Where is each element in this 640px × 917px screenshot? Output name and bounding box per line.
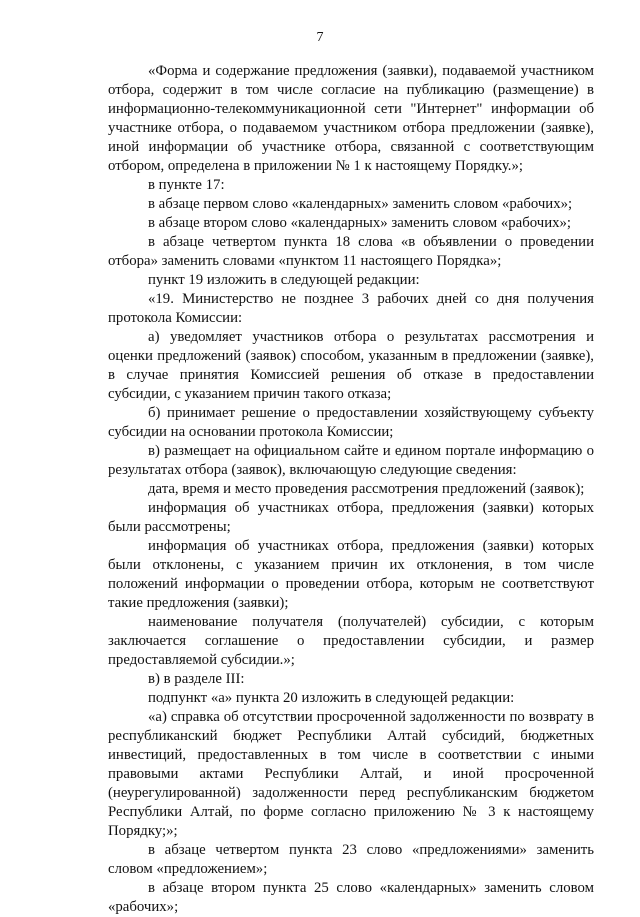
paragraph: в абзаце четвертом пункта 23 слово «предложениями» заменить словом «предложением»; — [108, 842, 594, 877]
paragraph: в абзаце втором слово «календарных» заменить словом «рабочих»; — [148, 215, 572, 231]
paragraph: наименование получателя (получателей) субсидии, с которым заключается соглашение о предоставлении субсидии, и размер предоставляемой субсидии.»; — [108, 614, 594, 668]
paragraph: информация об участниках отбора, предложения (заявки) которых были отклонены, с указанием причин их отклонения, в том числе положений информации о проведении отбора, которым не соответствуют такие предложения (заявки); — [108, 538, 594, 611]
paragraph: «а) справка об отсутствии просроченной задолженности по возврату в республиканский бюджет Республики Алтай субсидий, бюджетных инвестиций, предоставленных в том числе в соответствии с иными правовыми актами Республики Алтай, и иной просроченной (неурегулированной) задолженности перед республиканским бюджетом Республики Алтай, по форме согласно приложению № 3 к настоящему Порядку;»; — [108, 709, 594, 839]
paragraph: информация об участниках отбора, предложения (заявки) которых были рассмотрены; — [108, 500, 594, 535]
paragraph: «Форма и содержание предложения (заявки), подаваемой участником отбора, содержит в том числе согласие на публикацию (размещение) в информационно-телекоммуникационной сети "Интернет" информации об участнике отбора, о подаваемом участником отбора предложении (заявке), иной информации об участнике отбора, связанной с соответствующим отбором, определена в приложении № 1 к настоящему Порядку.»; — [108, 63, 594, 174]
paragraph: а) уведомляет участников отбора о результатах рассмотрения и оценки предложений (заявок) способом, указанным в предложении (заявке), в случае принятия Комиссией решения об отказе в предоставлении субсидии, с указанием причин такого отказа; — [108, 329, 594, 402]
paragraph: в) размещает на официальном сайте и едином портале информацию о результатах отбора (заявок), включающую следующие сведения: — [108, 443, 594, 478]
page-number: 7 — [316, 30, 324, 45]
paragraph: дата, время и место проведения рассмотрения предложений (заявок); — [148, 481, 585, 497]
paragraph: в абзаце втором пункта 25 слово «календарных» заменить словом «рабочих»; — [108, 880, 594, 915]
paragraph: «19. Министерство не позднее 3 рабочих дней со дня получения протокола Комиссии: — [108, 291, 594, 326]
paragraph: в) в разделе III: — [148, 671, 245, 687]
document-body — [108, 62, 594, 917]
paragraph: пункт 19 изложить в следующей редакции: — [148, 272, 420, 288]
paragraph: в абзаце первом слово «календарных» заменить словом «рабочих»; — [148, 196, 573, 212]
paragraph: б) принимает решение о предоставлении хозяйствующему субъекту субсидии на основании протокола Комиссии; — [108, 405, 594, 440]
paragraph: в абзаце четвертом пункта 18 слова «в объявлении о проведении отбора» заменить словами «пунктом 11 настоящего Порядка»; — [108, 234, 594, 269]
paragraph: в пункте 17: — [148, 177, 225, 193]
paragraph: подпункт «а» пункта 20 изложить в следующей редакции: — [148, 690, 515, 706]
